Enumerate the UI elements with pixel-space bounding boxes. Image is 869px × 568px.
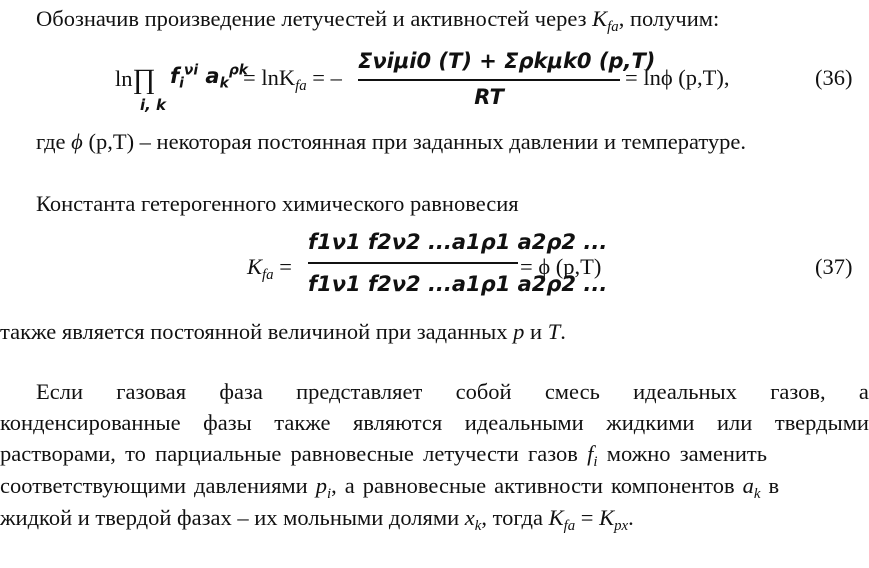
eq36-minus: = –	[306, 65, 342, 90]
eq37-rhs: = ϕ (p,T)	[520, 254, 602, 279]
paragraph-intro	[36, 4, 719, 34]
word: или	[717, 410, 753, 435]
line4-text-mid: , а равновесные активности компонентов	[331, 473, 743, 498]
t-symbol: T	[547, 319, 561, 344]
word: собой	[455, 379, 512, 404]
eq37-numerator: f1ν1 f2ν2 ...a1ρ1 a2ρ2 ...	[308, 230, 608, 254]
eq37-fraction-bar	[308, 262, 518, 264]
ak-sub: k	[753, 485, 761, 502]
intro-text-end: , получим:	[618, 6, 720, 31]
f-sub: i	[179, 75, 184, 92]
eq37-left	[247, 252, 292, 282]
eq37-k-sub: fa	[262, 266, 274, 283]
word: газовая	[116, 379, 187, 404]
eq36-left	[115, 63, 156, 94]
where-args: (p,T) – некоторая постоянная при заданных давлении и температуре.	[82, 129, 747, 154]
product-symbol: ∏	[132, 64, 156, 95]
intro-text: Обозначив произведение летучестей и активностей через	[36, 6, 593, 31]
p5-line-2	[0, 408, 869, 438]
eq36-fraction	[358, 45, 656, 115]
line3-text: растворами, то парциальные равновесные летучести газов	[0, 441, 588, 466]
k-subscript: fa	[607, 18, 619, 35]
word: фаза	[219, 379, 263, 404]
eq36-lnk: = lnK	[243, 65, 296, 90]
word: также	[274, 410, 331, 435]
phi-symbol: ϕ	[71, 129, 83, 154]
p5-line-3	[0, 439, 869, 469]
paragraph-constant: Константа гетерогенного химического равновесия	[36, 191, 519, 216]
word: жидкими	[606, 410, 695, 435]
kpx-sub: px	[614, 517, 629, 534]
a-sup: ρk	[228, 62, 248, 79]
word: идеальных	[633, 379, 737, 404]
xk-symbol: x	[464, 505, 475, 530]
xk-sub: k	[474, 517, 482, 534]
eq36-rhs: = lnϕ (p,T),	[625, 65, 730, 90]
kpx-symbol: K	[599, 505, 615, 530]
paragraph-also-constant	[0, 317, 566, 347]
kfa-sub: fa	[563, 517, 576, 534]
f-sup: νi	[183, 62, 199, 79]
p-symbol: p	[513, 319, 525, 344]
a-sub: k	[219, 75, 229, 92]
p5-line-1	[36, 377, 869, 407]
word: представляет	[296, 379, 423, 404]
word: а	[858, 379, 869, 404]
line4-text: соответствующими давлениями	[0, 473, 316, 498]
word: фазы	[203, 410, 252, 435]
eq37-eq: =	[273, 254, 292, 279]
line4-text-end: в	[760, 473, 780, 498]
where-text: где	[36, 129, 72, 154]
eq36-middle	[243, 63, 342, 93]
product-index: i, k	[140, 96, 167, 114]
word: твердыми	[774, 410, 869, 435]
eq36-ln: ln	[115, 66, 133, 91]
ak-symbol: a	[742, 473, 754, 498]
a-symbol: a	[205, 64, 220, 88]
pi-symbol: p	[315, 473, 327, 498]
eq37-k: K	[247, 254, 263, 279]
p5-line-5	[0, 503, 634, 533]
line5-text: жидкой и твердой фазах – их мольными долями	[0, 505, 465, 530]
eq37-denominator: f1ν1 f2ν2 ...a1ρ1 a2ρ2 ...	[308, 272, 608, 296]
line5-end: .	[628, 505, 634, 530]
eq36-factors	[170, 61, 248, 91]
and-text: и	[524, 319, 548, 344]
kfa-symbol: K	[548, 505, 564, 530]
eq36-number: (36)	[815, 65, 853, 90]
equals: =	[575, 505, 600, 530]
k-symbol: K	[592, 6, 608, 31]
eq37-number: (37)	[815, 254, 853, 279]
eq36-denominator: RT	[474, 85, 504, 109]
word: идеальными	[464, 410, 584, 435]
line3-text-end: можно заменить	[597, 441, 768, 466]
fi-sub: i	[593, 453, 598, 470]
also-text: также является постоянной величиной при заданных	[0, 319, 514, 344]
period: .	[560, 319, 566, 344]
word: конденсированные	[0, 410, 181, 435]
fi-symbol: f	[587, 441, 594, 466]
line5-text-mid: , тогда	[481, 505, 549, 530]
word: Если	[36, 379, 83, 404]
pi-sub: i	[326, 485, 332, 502]
p5-line-4	[0, 471, 869, 501]
word: газов,	[770, 379, 826, 404]
eq36-fraction-bar	[358, 79, 620, 81]
eq36-k-sub: fa	[295, 77, 307, 94]
paragraph-where	[36, 127, 746, 157]
f-symbol: f	[170, 64, 180, 88]
word: являются	[353, 410, 443, 435]
word: смесь	[544, 379, 600, 404]
eq36-numerator: Σνiμi0 (T) + Σρkμk0 (p,T)	[358, 49, 656, 73]
